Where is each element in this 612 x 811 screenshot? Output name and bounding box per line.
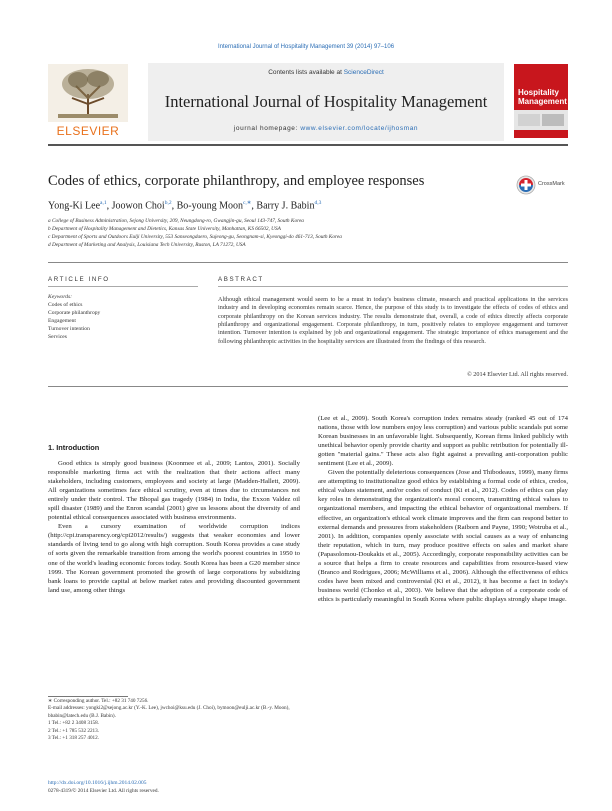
homepage-link[interactable]: www.elsevier.com/locate/ijhosman [300, 125, 419, 132]
publisher-name: ELSEVIER [56, 124, 120, 138]
footnote: 2 Tel.: +1 785 532 2213. [48, 727, 100, 734]
keyword: Services [48, 334, 67, 340]
sciencedirect-link[interactable]: ScienceDirect [343, 69, 384, 76]
journal-title: International Journal of Hospitality Management [164, 92, 488, 111]
contents-prefix: Contents lists available at [268, 69, 344, 76]
keyword: Codes of ethics [48, 302, 83, 308]
section-heading: 1. Introduction [48, 443, 100, 452]
author-affiliation-mark[interactable]: b,2 [164, 200, 172, 206]
body-paragraph: Even a cursory examination of worldwide corruption indices (http://cpi.transparency.org/cpi2012/results/) suggests that weaker economies and lower standards of living tend to go along with high corruption. South Korea provides a case study of sorts given the remarkable transition from among the world's poorest countries in 1950 to one of the world's leading economic forces today. South Korea has been a G20 member since 1999. The Korean government promoted the growth of large corporations by subsidizing bank loans to provide capital at below market rates and providing discounted government land use, among other things [48, 523, 300, 594]
issn-line: 0278-4319/© 2014 Elsevier Ltd. All rights reserved. [48, 788, 159, 794]
article-title: Codes of ethics, corporate philanthropy, and employee responses [48, 173, 425, 189]
crossmark-label: CrossMark [538, 181, 565, 187]
footnote: E-mail addresses: yongki2@sejong.ac.kr (Y.-K. Lee), jwchoi@ksu.edu (J. Choi), bymoon@eulji.ac.kr (B.-y. Moon), bbabin@latech.edu (B.J. Babin). [48, 705, 290, 719]
keyword: Turnover intention [48, 326, 90, 332]
keyword: Engagement [48, 318, 76, 324]
author-name: Yong-Ki Lee [48, 200, 101, 212]
cover-title: Hospitality Management [518, 88, 567, 106]
section-rule [48, 386, 568, 387]
body-paragraph: (Lee et al., 2009). South Korea's corruption index remains steady (ranked 45 out of 174 nations, those with low numbers enjoy less corruption) and various public scandals put some Korean businesses in an unfavorable light. Subsequently, Korean firms linked publicly with unethical behavior openly provide charity and support as public retribution for potentially ill-gotten "material gains." These acts also fight against a prevailing anti-corporation public sentiment (Lee et al., 2009). [318, 415, 568, 468]
footnote: 3 Tel.: +1 318 257 4012. [48, 735, 100, 742]
body-paragraph: Good ethics is simply good business (Koonmee et al., 2009; Lantos, 2001). Socially responsible marketing firms act with the realization that their actions affect many stakeholders, including customers, employees and society at large (Madden-Hallett, 2009). All organizations sometimes face ethical scrutiny, even at times due to circumstances not entirely under their control. The Bhopal gas tragedy (1984) in India, the Exxon Valdez oil spill disaster (1989) and the Enron scandal (2001) give us lessons about the diversity of and potential ethical consequences associated with business environments. [48, 460, 300, 522]
author-name: Bo-young Moon [176, 200, 243, 212]
journal-reference[interactable]: International Journal of Hospitality Management 39 (2014) 97–106 [217, 44, 395, 50]
body-left-column [48, 459, 300, 595]
journal-homepage [148, 125, 504, 132]
affiliation: b Department of Hospitality Management and Dietetics, Kansas State University, Manhattan, KS 66502, USA [48, 226, 281, 232]
article-info-rule [48, 286, 198, 287]
footnote: 1 Tel.: +82 2 3408 3158. [48, 720, 100, 727]
body-right-column [318, 414, 568, 604]
abstract-heading: ABSTRACT [218, 276, 264, 283]
author-affiliation-mark[interactable]: a,1 [100, 200, 107, 206]
crossmark-badge[interactable] [516, 174, 568, 196]
author-list: Yong-Ki Lee$^{a,1}$, Joowon Choi$^{b,2}$, Bo-young Moon$^{c,∗}$, Barry J. Babin$^{d,3}$ [48, 200, 322, 212]
doi-link[interactable]: http://dx.doi.org/10.1016/j.ijhm.2014.02.005 [48, 780, 147, 786]
footnotes [48, 698, 298, 742]
homepage-prefix: journal homepage: [233, 125, 301, 132]
author-name: Barry J. Babin [256, 200, 315, 212]
keyword: Corporate philanthropy [48, 310, 101, 316]
section-rule [48, 262, 568, 263]
keywords-label: Keywords: [48, 294, 73, 300]
abstract-text: Although ethical management would seem to be a must in today's business climate, research and practical applications in the services industry and in developing economies remain scarce. Hence, the purpose of this study is to investigate the effects of codes of ethics and corporate philanthropy on the Korean services industry. The results demonstrate that, overall, a code of ethics directly affects corporate philanthropy and organizational engagement. Corporate philanthropy, in turn, positively relates to employee engagement and turnover intention. Turnover intention is explained by job and organizational engagement. The strategic importance of ethics management and the following philanthropic activities in the hospitality services are illustrated from the findings of this research. [218, 296, 568, 345]
abstract-rule [218, 286, 568, 287]
contents-line [148, 69, 504, 76]
body-paragraph: Given the potentially deleterious consequences (Jose and Thibodeaux, 1999), many firms are attempting to institutionalize good ethics by establishing a formal code of ethics, credos, ethical values statement, and/or codes of conduct (Ki et al., 2012). Codes of ethics can play key roles in demonstrating the organization's moral concern, transmitting ethical values to organizational members, and impacting the ethical behavior of organizational members. If effective, an organization's ethical work climate improves and the firm can respond better to external demands and pressures from stakeholders (Raiborn and Payne, 1990; Wotruba et al., 2001). In addition, companies openly associate with social causes as a way of enhancing their reputation, which in turn, may produce positive effects on sales and market share (Papasolomou-Doukakis et al., 2005). Accordingly, corporate responsibility activities can be a source that helps a firm to create resources and capabilities from resource-based view (Branco and Rodrigues, 2006; McWilliams et al., 2006). Although the effectiveness of ethics codes have been mixed and controversial (Ki et al., 2012), it has become a fact in today's business world (Chonko et al., 2003). We believe that the adoption of a corporate code of ethics is particularly meaningful in South Korea where public displays strongly shape image. [318, 469, 568, 603]
author-affiliation-mark[interactable]: c,∗ [242, 200, 252, 206]
footnote-rule [48, 696, 128, 697]
affiliation: d Department of Marketing and Analysis, Louisiana Tech University, Ruston, LA 71272, USA [48, 242, 246, 248]
author-affiliation-mark[interactable]: d,3 [314, 200, 322, 206]
header-rule [48, 144, 568, 146]
affiliation: a College of Business Administration, Sejong University, 209, Neungdong-ro, Gwangjin-gu, Seoul 143-747, South Korea [48, 218, 304, 224]
affiliation: c Department of Sports and Outdoors Eulji University, 553 Sanseongdaero, Sujeong-gu, Seongnam-si, Kyeonggi-do 461-713, South Korea [48, 234, 342, 240]
abstract-copyright: © 2014 Elsevier Ltd. All rights reserved. [467, 371, 568, 378]
footnote: ∗ Corresponding author. Tel.: +82 31 740 7256. [48, 698, 149, 704]
author-name: Joowon Choi [111, 200, 165, 212]
article-info-heading: ARTICLE INFO [48, 276, 110, 283]
